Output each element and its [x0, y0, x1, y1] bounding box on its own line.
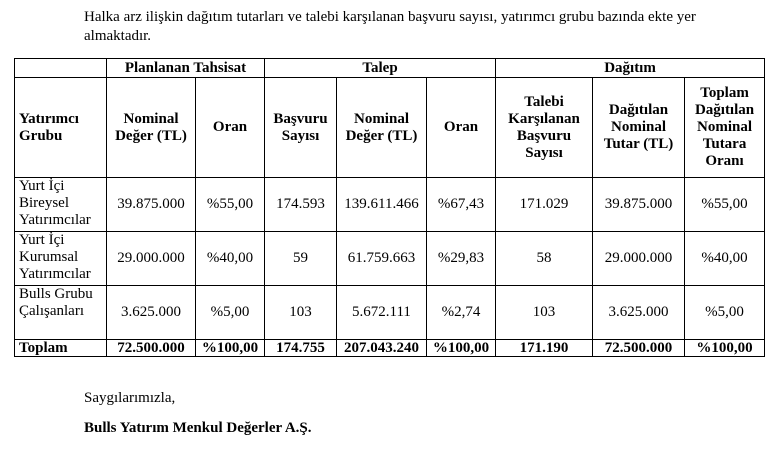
cell-demand-ratio: %2,74: [427, 286, 496, 340]
cell-planned-nominal: 39.875.000: [107, 178, 196, 232]
cell-planned-ratio: %40,00: [196, 232, 265, 286]
table-row: [15, 232, 765, 286]
table-row: [15, 286, 765, 340]
total-distributed-nominal: 72.500.000: [593, 340, 685, 357]
cell-demand-nominal: 139.611.466: [337, 178, 427, 232]
header-fulfilled-applications: Talebi Karşılanan Başvuru Sayısı: [496, 78, 593, 178]
row-investor-group-name: Yurt İçi Kurumsal Yatırımcılar: [15, 232, 107, 286]
cell-application-count: 103: [265, 286, 337, 340]
cell-ratio-to-total: %5,00: [685, 286, 765, 340]
group-header-demand: Talep: [265, 59, 496, 78]
header-planned-nominal: Nominal Değer (TL): [107, 78, 196, 178]
header-distributed-nominal: Dağıtılan Nominal Tutar (TL): [593, 78, 685, 178]
total-demand-ratio: %100,00: [427, 340, 496, 357]
total-ratio-to-total: %100,00: [685, 340, 765, 357]
intro-paragraph: Halka arz ilişkin dağıtım tutarları ve talebi karşılanan başvuru sayısı, yatırımcı grubu bazında ekte yer almaktadır.: [84, 9, 696, 44]
total-row: [15, 340, 765, 357]
total-application-count: 174.755: [265, 340, 337, 357]
cell-demand-ratio: %67,43: [427, 178, 496, 232]
cell-distributed-nominal: 3.625.000: [593, 286, 685, 340]
cell-demand-nominal: 5.672.111: [337, 286, 427, 340]
row-investor-group-name: Bulls Grubu Çalışanları: [15, 286, 107, 340]
company-signature: Bulls Yatırım Menkul Değerler A.Ş.: [84, 420, 312, 436]
header-investor-group: Yatırımcı Grubu: [15, 78, 107, 178]
cell-ratio-to-total: %55,00: [685, 178, 765, 232]
cell-application-count: 59: [265, 232, 337, 286]
distribution-table: [14, 58, 765, 357]
group-header-planned: Planlanan Tahsisat: [107, 59, 265, 78]
table-row: [15, 178, 765, 232]
cell-demand-nominal: 61.759.663: [337, 232, 427, 286]
total-fulfilled-applications: 171.190: [496, 340, 593, 357]
corner-empty-cell: [15, 59, 107, 78]
cell-fulfilled-applications: 103: [496, 286, 593, 340]
cell-fulfilled-applications: 58: [496, 232, 593, 286]
cell-planned-nominal: 3.625.000: [107, 286, 196, 340]
cell-distributed-nominal: 39.875.000: [593, 178, 685, 232]
cell-planned-ratio: %5,00: [196, 286, 265, 340]
cell-planned-nominal: 29.000.000: [107, 232, 196, 286]
header-ratio-to-total: Toplam Dağıtılan Nominal Tutara Oranı: [685, 78, 765, 178]
cell-ratio-to-total: %40,00: [685, 232, 765, 286]
header-application-count: Başvuru Sayısı: [265, 78, 337, 178]
cell-fulfilled-applications: 171.029: [496, 178, 593, 232]
total-label: Toplam: [15, 340, 107, 357]
total-planned-ratio: %100,00: [196, 340, 265, 357]
header-demand-nominal: Nominal Değer (TL): [337, 78, 427, 178]
cell-application-count: 174.593: [265, 178, 337, 232]
cell-demand-ratio: %29,83: [427, 232, 496, 286]
row-investor-group-name: Yurt İçi Bireysel Yatırımcılar: [15, 178, 107, 232]
closing-salutation: Saygılarımızla,: [84, 390, 176, 406]
header-demand-ratio: Oran: [427, 78, 496, 178]
total-planned-nominal: 72.500.000: [107, 340, 196, 357]
cell-distributed-nominal: 29.000.000: [593, 232, 685, 286]
cell-planned-ratio: %55,00: [196, 178, 265, 232]
header-planned-ratio: Oran: [196, 78, 265, 178]
group-header-distribution: Dağıtım: [496, 59, 765, 78]
total-demand-nominal: 207.043.240: [337, 340, 427, 357]
